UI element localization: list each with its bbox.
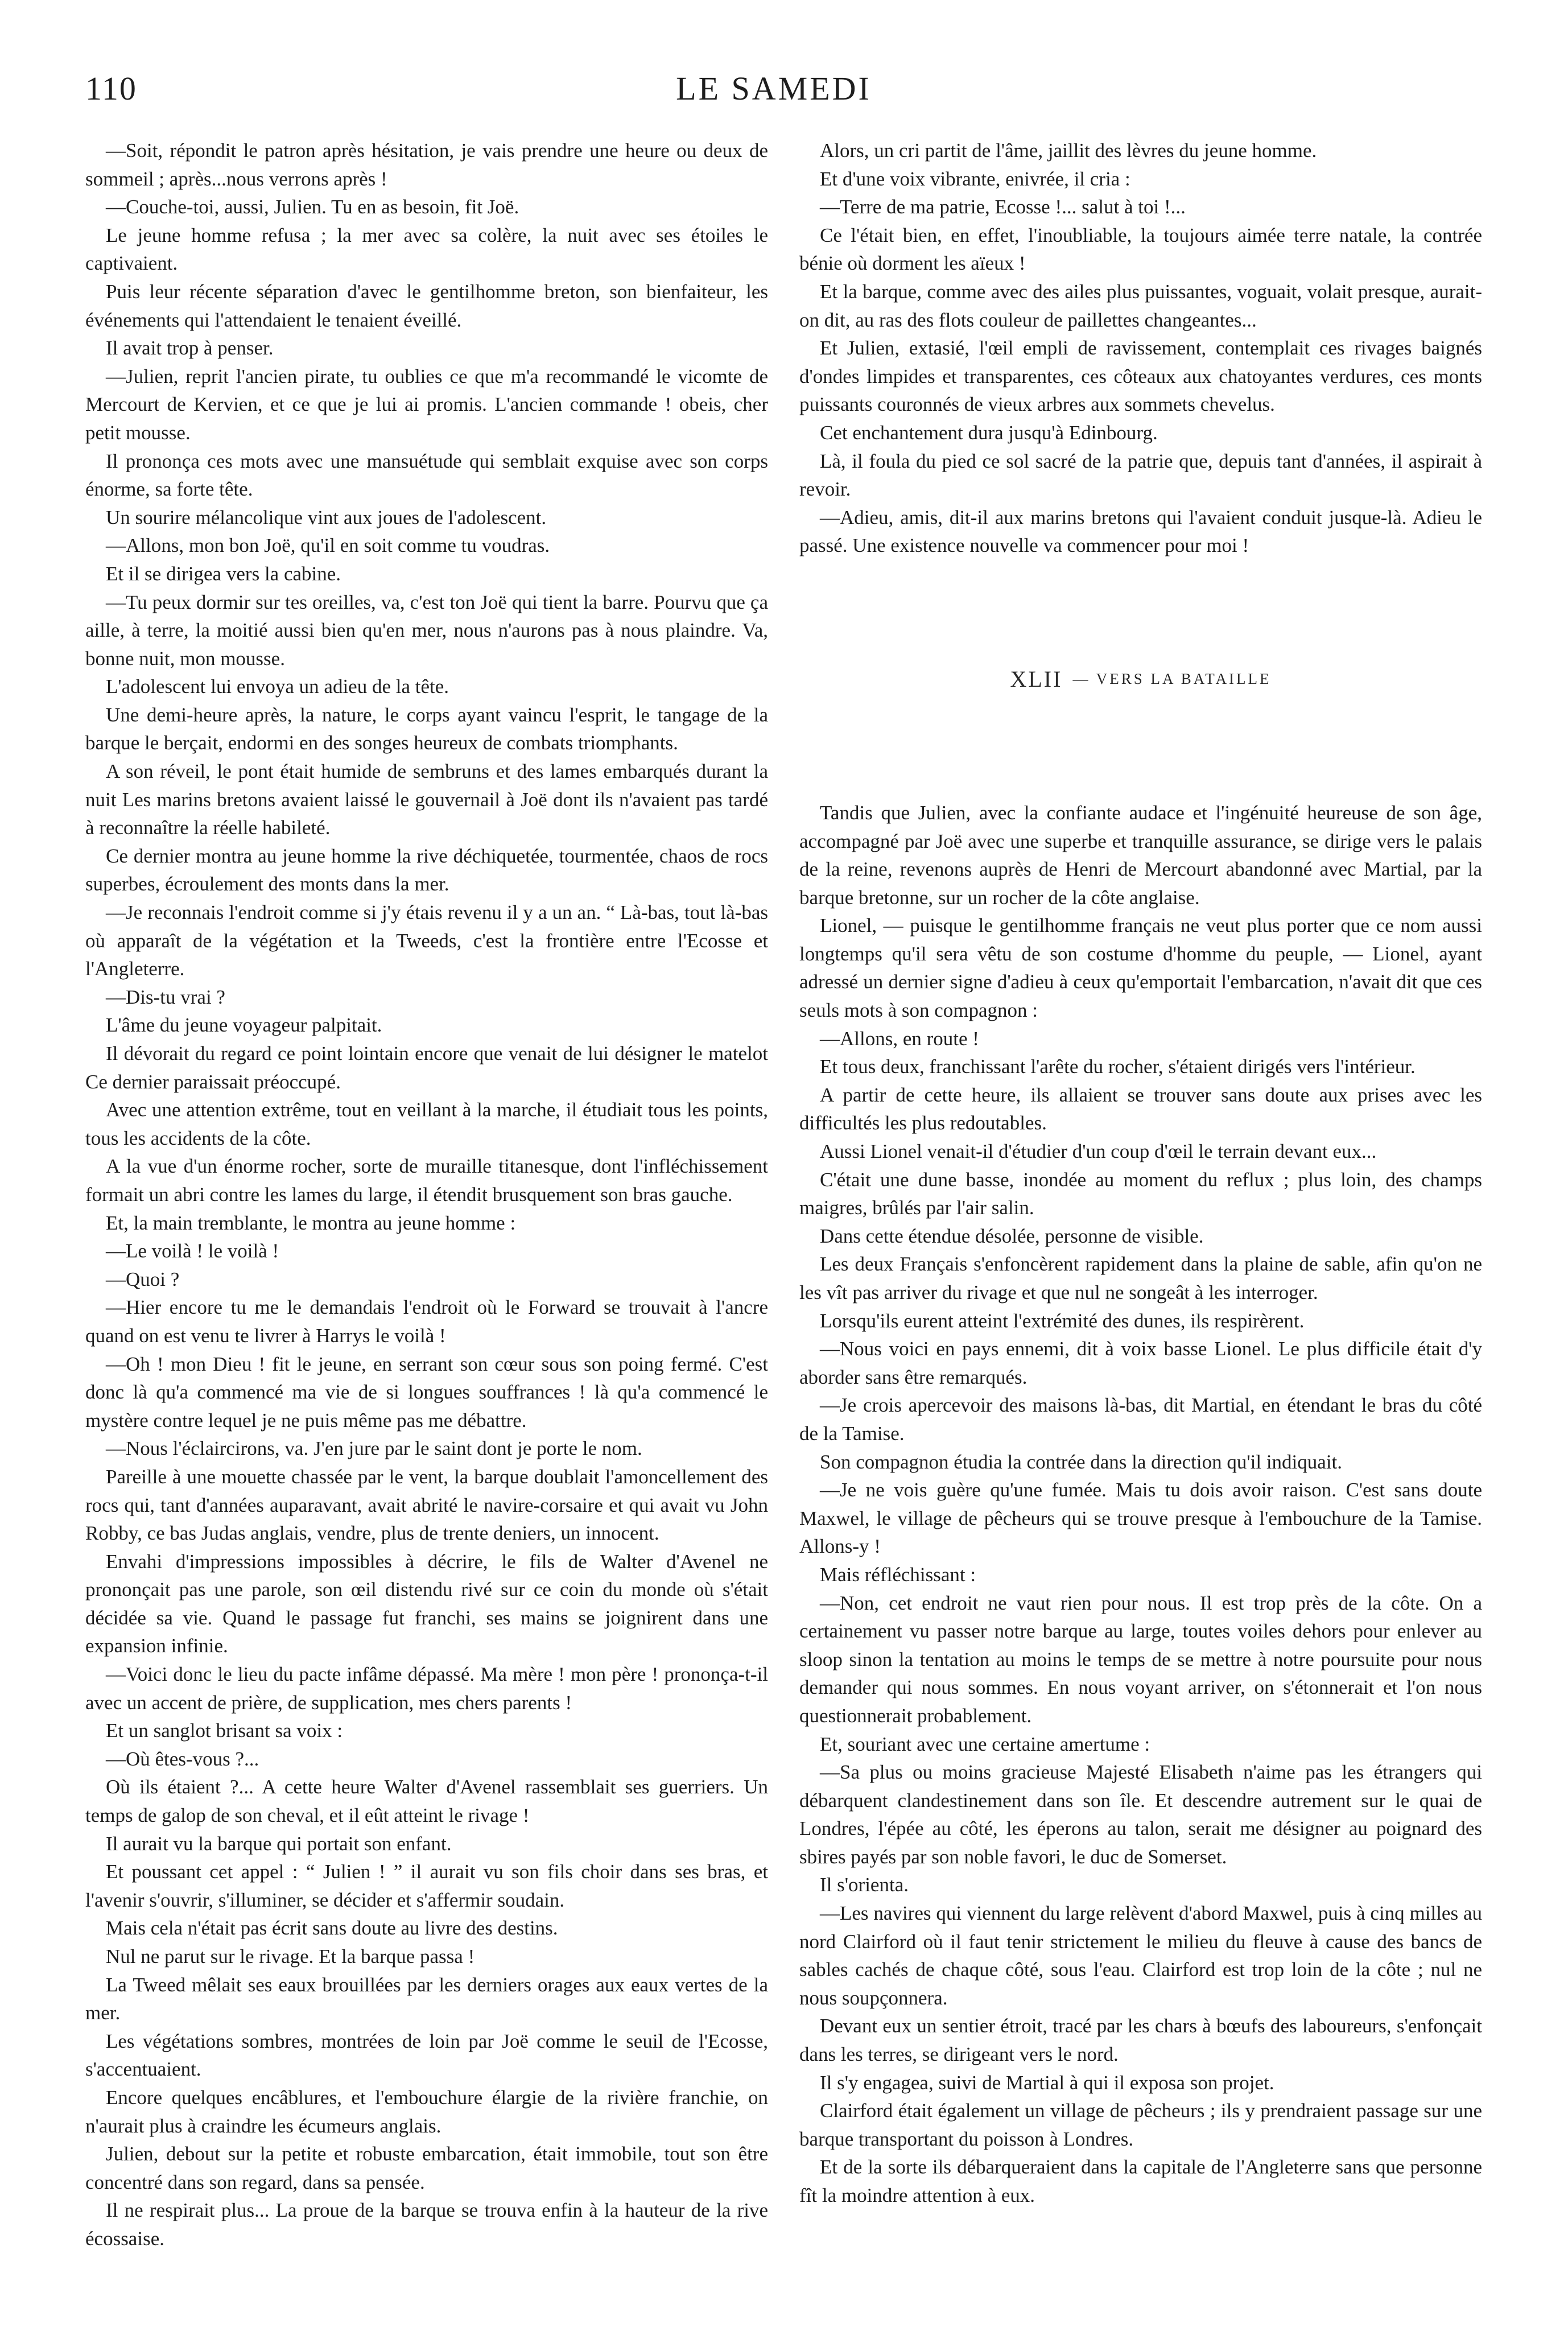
paragraph: —Les navires qui viennent du large relèvent d'abord Maxwel, puis à cinq milles au nord Clairford où il faut tenir strictement le milieu du fleuve à cause des bancs de sables cachés de chaque côté, sous l'eau. Clairford est trop loin de la côte ; nul ne nous soupçonnera.: [799, 1902, 1482, 2009]
paragraph: —Couche-toi, aussi, Julien. Tu en as besoin, fit Joë.: [106, 196, 519, 218]
paragraph: Et un sanglot brisant sa voix :: [106, 1719, 343, 1742]
paragraph: —Le voilà ! le voilà !: [106, 1240, 279, 1263]
paragraph: A partir de cette heure, ils allaient se trouver sans doute aux prises avec les difficultés les plus redoutables.: [799, 1083, 1482, 1135]
paragraph: Devant eux un sentier étroit, tracé par les chars à bœufs des laboureurs, s'enfonçait dans les terres, se dirigeant vers le nord.: [799, 2015, 1482, 2066]
paragraph: Un sourire mélancolique vint aux joues de l'adolescent.: [106, 506, 547, 529]
paragraph: Et tous deux, franchissant l'arête du rocher, s'étaient dirigés vers l'intérieur.: [820, 1055, 1416, 1078]
paragraph: —Allons, mon bon Joë, qu'il en soit comme tu voudras.: [106, 534, 550, 557]
chapter-heading: [799, 560, 1482, 799]
paragraph: Lionel, — puisque le gentilhomme français ne veut plus porter que ce nom aussi longtemps qu'il sera vêtu de son costume d'homme du peuple, — Lionel, ayant adressé un dernier signe d'adieu à ceux qu'emportait l'embarcation, n'avait dit que ces seuls mots à son compagnon :: [799, 914, 1482, 1022]
paragraph: —Voici donc le lieu du pacte infâme dépassé. Ma mère ! mon père ! prononça-t-il avec un accent de prière, de supplication, mes chers parents !: [85, 1663, 768, 1714]
chapter-title: — VERS LA BATAILLE: [1072, 670, 1272, 688]
paragraph: —Adieu, amis, dit-il aux marins bretons qui l'avaient conduit jusque-là. Adieu le passé. Une existence nouvelle va commencer pour moi !: [799, 506, 1482, 557]
paragraph: L'adolescent lui envoya un adieu de la tête.: [106, 675, 449, 698]
paragraph: Où ils étaient ?... A cette heure Walter d'Avenel rassemblait ses guerriers. Un temps de galop de son cheval, et il eût atteint le rivage !: [85, 1776, 768, 1827]
paragraph: Et d'une voix vibrante, enivrée, il cria :: [820, 167, 1130, 190]
journal-title: LE SAMEDI: [676, 70, 872, 107]
paragraph: Julien, debout sur la petite et robuste embarcation, était immobile, tout son être concentré dans son regard, dans sa pensée.: [85, 2143, 768, 2193]
page-number: 110: [85, 70, 137, 107]
paragraph: Aussi Lionel venait-il d'étudier d'un coup d'œil le terrain devant eux...: [820, 1140, 1377, 1163]
paragraph: Le jeune homme refusa ; la mer avec sa colère, la nuit avec ses étoiles le captivaient.: [85, 224, 768, 275]
paragraph: Son compagnon étudia la contrée dans la direction qu'il indiquait.: [820, 1450, 1343, 1473]
paragraph: Lorsqu'ils eurent atteint l'extrémité des dunes, ils respirèrent.: [820, 1309, 1305, 1332]
paragraph: —Oh ! mon Dieu ! fit le jeune, en serrant son cœur sous son poing fermé. C'est donc là qu'a commencé ma vie de si longues souffrances ! là qu'a commencé le mystère contre lequel je ne puis même pas me débattre.: [85, 1352, 768, 1432]
right-column-bottom: [799, 799, 1482, 2210]
paragraph: Puis leur récente séparation d'avec le gentilhomme breton, son bienfaiteur, les événements qui l'attendaient le tenaient éveillé.: [85, 280, 768, 331]
paragraph: Et la barque, comme avec des ailes plus puissantes, voguait, volait presque, aurait-on dit, au ras des flots couleur de paillettes changeantes...: [799, 280, 1482, 331]
paragraph: Et poussant cet appel : “ Julien ! ” il aurait vu son fils choir dans ses bras, et l'avenir s'ouvrir, s'illuminer, se décider et s'affermir soudain.: [85, 1861, 768, 1911]
right-column-top: [799, 137, 1482, 560]
paragraph: —Tu peux dormir sur tes oreilles, va, c'est ton Joë qui tient la barre. Pourvu que ça aille, à terre, la moitié aussi bien qu'en mer, nous n'aurons pas à nous plaindre. Va, bonne nuit, mon mousse.: [85, 591, 768, 670]
paragraph: Et, souriant avec une certaine amertume :: [820, 1733, 1150, 1755]
paragraph: A la vue d'un énorme rocher, sorte de muraille titanesque, dont l'infléchissement formait un abri contre les lames du large, il étendit brusquement son bras gauche.: [85, 1155, 768, 1206]
paragraph: —Sa plus ou moins gracieuse Majesté Elisabeth n'aime pas les étrangers qui débarquent clandestinement dans son île. Et descendre autrement sur le quai de Londres, l'épée au côté, les éperons au talon, serait me désigner au poignard des sbires payés par son noble favori, le duc de Somerset.: [799, 1761, 1482, 1868]
paragraph: C'était une dune basse, inondée au moment du reflux ; plus loin, des champs maigres, brûlés par l'air salin.: [799, 1168, 1482, 1219]
page-header: [85, 69, 1462, 115]
paragraph: —Nous l'éclaircirons, va. J'en jure par le saint dont je porte le nom.: [106, 1437, 642, 1460]
paragraph: Nul ne parut sur le rivage. Et la barque passa !: [106, 1945, 475, 1967]
chapter-number: XLII: [1010, 666, 1063, 692]
paragraph: Il prononça ces mots avec une mansuétude qui semblait exquise avec son corps énorme, sa forte tête.: [85, 449, 768, 501]
paragraph: Là, il foula du pied ce sol sacré de la patrie que, depuis tant d'années, il aspirait à revoir.: [799, 449, 1482, 501]
paragraph: Une demi-heure après, la nature, le corps ayant vaincu l'esprit, le tangage de la barque le berçait, endormi en des songes heureux de combats triomphants.: [85, 703, 768, 754]
paragraph: —Allons, en route !: [820, 1027, 979, 1050]
paragraph: —Dis-tu vrai ?: [106, 985, 225, 1008]
paragraph: —Julien, reprit l'ancien pirate, tu oublies ce que m'a recommandé le vicomte de Mercourt de Kervien, et ce que je lui ai promis. L'ancien commande ! obeis, cher petit mousse.: [85, 365, 768, 444]
paragraph: Encore quelques encâblures, et l'embouchure élargie de la rivière franchie, on n'aurait plus à craindre les écumeurs anglais.: [85, 2086, 768, 2137]
paragraph: —Soit, répondit le patron après hésitation, je vais prendre une heure ou deux de sommeil ; après...nous verrons après !: [85, 139, 768, 190]
paragraph: —Nous voici en pays ennemi, dit à voix basse Lionel. Le plus difficile était d'y aborder sans être remarqués.: [799, 1338, 1482, 1388]
paragraph: —Je crois apercevoir des maisons là-bas, dit Martial, en étendant le bras du côté de la Tamise.: [799, 1394, 1482, 1445]
paragraph: —Hier encore tu me le demandais l'endroit où le Forward se trouvait à l'ancre quand on est venu te livrer à Harrys le voilà !: [85, 1296, 768, 1347]
paragraph: Tandis que Julien, avec la confiante audace et l'ingénuité heureuse de son âge, accompagné par Joë avec une superbe et tranquille assurance, se dirige vers le palais de la reine, revenons auprès de Henri de Mercourt abandonné avec Martial, par la barque bretonne, sur un rocher de la côte anglaise.: [799, 801, 1482, 909]
paragraph: —Quoi ?: [106, 1268, 180, 1290]
paragraph: Il avait trop à penser.: [106, 337, 274, 360]
paragraph: Les végétations sombres, montrées de loin par Joë comme le seuil de l'Ecosse, s'accentuaient.: [85, 2030, 768, 2081]
paragraph: Il s'orienta.: [820, 1874, 909, 1896]
paragraph: Mais cela n'était pas écrit sans doute au livre des destins.: [106, 1917, 558, 1940]
paragraph: —Non, cet endroit ne vaut rien pour nous. Il est trop près de la côte. On a certainement vu passer notre barque au large, toutes voiles dehors pour enlever au sloop sinon la tentation au moins le temps de se mettre à notre poursuite pour nous demander qui nous sommes. En nous voyant arriver, on s'étonnerait et l'on nous questionnerait probablement.: [799, 1591, 1482, 1727]
paragraph: L'âme du jeune voyageur palpitait.: [106, 1014, 382, 1037]
right-column: [799, 137, 1482, 2210]
paragraph: —Je reconnais l'endroit comme si j'y étais revenu il y a un an. “ Là-bas, tout là-bas où apparaît de la végétation et la Tweeds, c'est la frontière entre l'Ecosse et l'Angleterre.: [85, 901, 768, 980]
left-column: [85, 137, 768, 2253]
paragraph: Les deux Français s'enfoncèrent rapidement dans la plaine de sable, afin qu'on ne les vît pas arriver du rivage et que nul ne songeât à les interroger.: [799, 1253, 1482, 1304]
paragraph: Il dévorait du regard ce point lointain encore que venait de lui désigner le matelot Ce dernier paraissait préoccupé.: [85, 1042, 768, 1093]
paragraph: Il aurait vu la barque qui portait son enfant.: [106, 1832, 452, 1855]
paragraph: Cet enchantement dura jusqu'à Edinbourg.: [820, 421, 1158, 444]
paragraph: —Terre de ma patrie, Ecosse !... salut à toi !...: [820, 196, 1186, 218]
paragraph: Pareille à une mouette chassée par le vent, la barque doublait l'amoncellement des rocs qui, tant d'années auparavant, avait abrité le navire-corsaire et qui avait vu John Robby, ce bas Judas anglais, vendre, plus de trente deniers, un innocent.: [85, 1465, 768, 1545]
paragraph: —Je ne vois guère qu'une fumée. Mais tu dois avoir raison. C'est sans doute Maxwel, le village de pêcheurs qui se trouve presque à l'embouchure de la Tamise. Allons-y !: [799, 1479, 1482, 1558]
paragraph: A son réveil, le pont était humide de sembruns et des lames embarqués durant la nuit Les marins bretons avaient laissé le gouvernail à Joë dont ils n'avaient pas tardé à reconnaître la réelle habileté.: [85, 760, 768, 839]
paragraph: La Tweed mêlait ses eaux brouillées par les derniers orages aux eaux vertes de la mer.: [85, 1973, 768, 2024]
paragraph: Alors, un cri partit de l'âme, jaillit des lèvres du jeune homme.: [820, 139, 1317, 162]
paragraph: Il s'y engagea, suivi de Martial à qui il exposa son projet.: [820, 2071, 1274, 2094]
paragraph: Ce dernier montra au jeune homme la rive déchiquetée, tourmentée, chaos de rocs superbes, écroulement des monts dans la mer.: [85, 844, 768, 896]
paragraph: Et il se dirigea vers la cabine.: [106, 562, 341, 585]
paragraph: Et Julien, extasié, l'œil empli de ravissement, contemplait ces rivages baignés d'ondes limpides et transparentes, ces côteaux aux chatoyantes verdures, ces monts puissants couronnés de vieux arbres aux sommets chevelus.: [799, 337, 1482, 416]
paragraph: Envahi d'impressions impossibles à décrire, le fils de Walter d'Avenel ne prononçait pas une parole, son œil distendu rivé sur ce coin du monde où s'était décidée sa vie. Quand le passage fut franchi, ses mains se joignirent dans une expansion infinie.: [85, 1550, 768, 1657]
paragraph: Avec une attention extrême, tout en veillant à la marche, il étudiait tous les points, tous les accidents de la côte.: [85, 1099, 768, 1149]
paragraph: Il ne respirait plus... La proue de la barque se trouva enfin à la hauteur de la rive écossaise.: [85, 2199, 768, 2250]
paragraph: Clairford était également un village de pêcheurs ; ils y prendraient passage sur une barque transportant du poisson à Londres.: [799, 2099, 1482, 2150]
paragraph: Ce l'était bien, en effet, l'inoubliable, la toujours aimée terre natale, la contrée bénie où dorment les aïeux !: [799, 224, 1482, 275]
paragraph: Et de la sorte ils débarqueraient dans la capitale de l'Angleterre sans que personne fît la moindre attention à eux.: [799, 2156, 1482, 2206]
paragraph: Mais réfléchissant :: [820, 1563, 976, 1586]
paragraph: —Où êtes-vous ?...: [106, 1747, 259, 1770]
paragraph: Dans cette étendue désolée, personne de visible.: [820, 1224, 1204, 1247]
paragraph: Et, la main tremblante, le montra au jeune homme :: [106, 1211, 516, 1234]
